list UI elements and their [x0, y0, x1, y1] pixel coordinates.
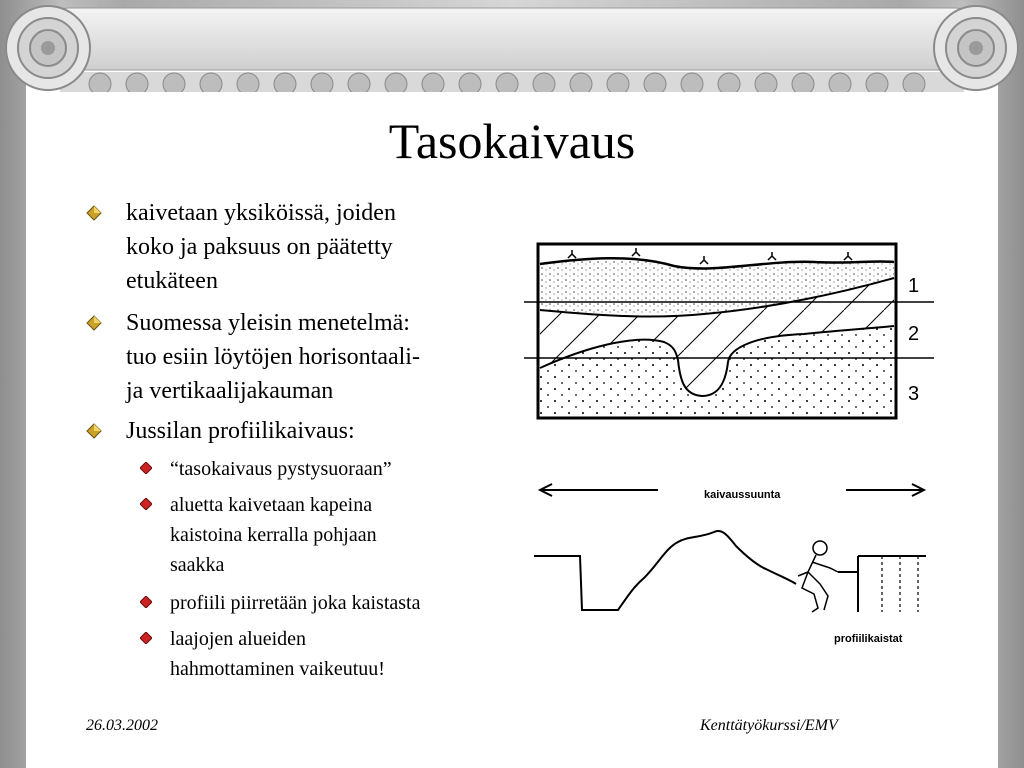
strips-label: profiilikaistat [834, 633, 903, 645]
bullet-line: kaivetaan yksiköissä, joiden [126, 200, 396, 226]
sub-bullet-line: laajojen alueiden [170, 628, 307, 650]
layer-label: 3 [908, 383, 920, 405]
right-arrow-icon [846, 484, 924, 496]
sub-bullet-line: kaistoina kerralla pohjaan [170, 524, 377, 546]
sub-bullet-line: hahmottaminen vaikeutuu! [170, 658, 385, 680]
bullet-line: etukäteen [126, 268, 218, 294]
slide-title: Tasokaivaus [388, 113, 636, 169]
bullet-line: tuo esiin löytöjen horisontaali- [126, 344, 420, 370]
capital-graphic [0, 0, 1024, 96]
sub-bullet-text [170, 490, 500, 580]
left-volute [6, 6, 90, 90]
left-arrow-icon [540, 484, 658, 496]
bullet-line: koko ja paksuus on päätetty [126, 234, 393, 260]
layer-label: 1 [908, 275, 920, 297]
bullet-line: Suomessa yleisin menetelmä: [126, 310, 410, 336]
footer-date: 26.03.2002 [86, 717, 158, 734]
sub-bullet-line: aluetta kaivetaan kapeina [170, 494, 373, 516]
bullet-line: Jussilan profiilikaivaus: [126, 418, 355, 444]
bullet-text [126, 414, 496, 448]
layer-label: 2 [908, 323, 920, 345]
diamond-sub-bullet-icon [140, 632, 152, 644]
sub-bullet-text [170, 624, 500, 684]
diamond-sub-bullet-icon [140, 462, 152, 474]
profile-diagram-graphic [528, 476, 932, 650]
footer-course: Kenttätyökurssi/EMV [700, 717, 838, 734]
sub-bullet-line: profiili piirretään joka kaistasta [170, 592, 421, 614]
bullet-text [126, 306, 496, 408]
diamond-bullet-icon [86, 315, 102, 331]
profile-excavation-diagram [528, 476, 932, 650]
right-volute [934, 6, 1018, 90]
sub-bullet-text [170, 454, 500, 484]
layer-excavation-diagram [524, 230, 944, 430]
bullet-line: ja vertikaalijakauman [126, 378, 334, 404]
sub-bullet-line: saakka [170, 554, 225, 576]
diamond-bullet-icon [86, 423, 102, 439]
bullet-text [126, 196, 496, 298]
layer-diagram-graphic [524, 230, 944, 430]
diamond-sub-bullet-icon [140, 498, 152, 510]
diamond-sub-bullet-icon [140, 596, 152, 608]
digger-figure-icon [798, 541, 838, 612]
direction-label: kaivaussuunta [704, 489, 781, 501]
sub-bullet-line: “tasokaivaus pystysuoraan” [170, 458, 392, 480]
ionic-capital [0, 0, 1024, 96]
sub-bullet-text [170, 588, 500, 618]
diamond-bullet-icon [86, 205, 102, 221]
